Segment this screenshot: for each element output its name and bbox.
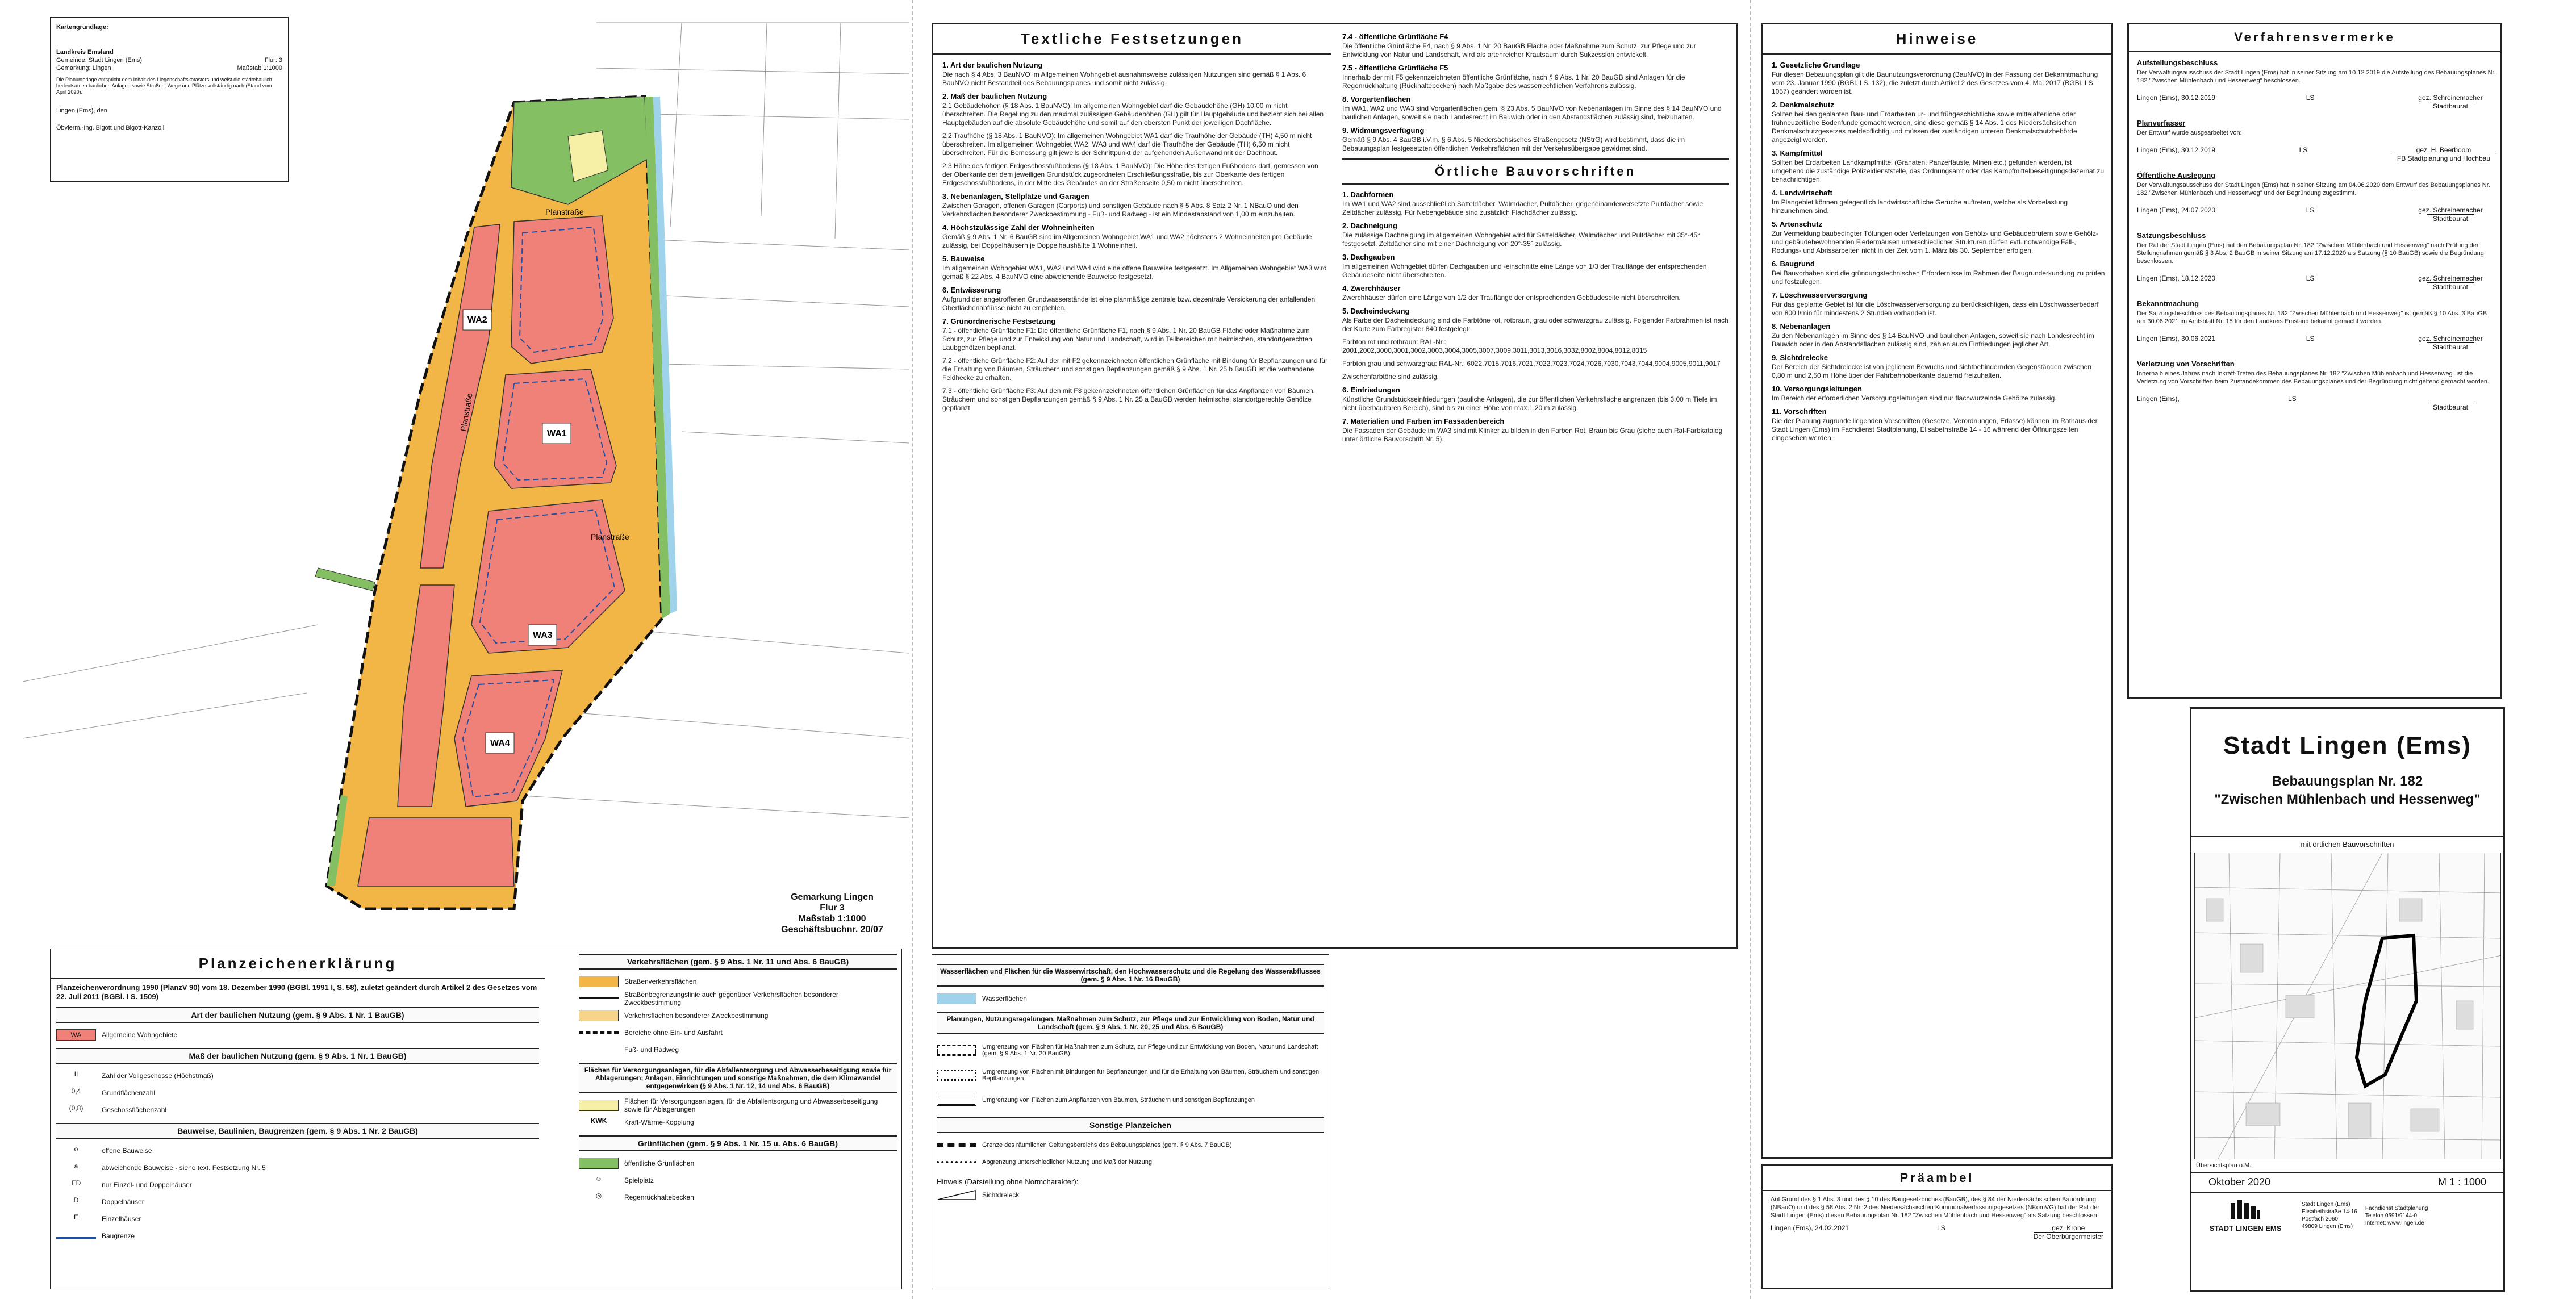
legend-row (579, 1041, 897, 1058)
praeambel-ls: LS (1937, 1224, 1945, 1232)
text-section-body: Die zulässige Dachneigung im allgemeinen Wohngebiet wird für Satteldächer, Walmdächer und Pultdächer mit 35°-45° festgesetzt. Zeltdächer sind mit einer Dachneigung von 20°-35° zulässig. (1342, 231, 1700, 248)
verfahren-ls: LS (2306, 274, 2315, 282)
text-section (942, 132, 1329, 157)
legend-symbol: (0,8) (69, 1104, 83, 1112)
map-massstab: Maßstab 1:1000 (798, 914, 866, 924)
text-section (1772, 322, 2106, 349)
massstab: Maßstab 1:1000 (237, 65, 282, 72)
text-section-body: Der Bereich der Sichtdreiecke ist von jeglichem Bewuchs und sichtbehindernden Gegenständen zwischen 0,80 m und 2,50 m Höhe über der Fahrbahnoberkante dauernd freizuhalten. (1772, 363, 2091, 379)
verfahren-body: Innerhalb eines Jahres nach Inkraft-Treten des Bebauungsplanes Nr. 182 "Zwischen Mühlenbach und Hessenweg" ist die Verletzung von Vorschriften beim Zustandekommen des Bebauungsplanes und der Begründung nicht geltend gemacht worden. (2137, 370, 2490, 385)
text-section (1342, 253, 1729, 279)
title-block (2190, 707, 2505, 1292)
text-section-body: Im allgemeinen Wohngebiet WA1, WA2 und WA4 wird eine offene Bauweise festgesetzt. Im Allgemeinen Wohngebiet WA3 wird gemäß § 22 Abs. 4 BauNVO eine abweichende Bauweise festgesetzt. (942, 264, 1327, 281)
legend-section-bauweise: Bauweise, Baulinien, Baugrenzen (gem. § 9 Abs. 1 Nr. 2 BauGB) (56, 1123, 539, 1139)
legend-label: Kraft-Wärme-Kopplung (624, 1118, 694, 1126)
text-section-heading: 5. Artenschutz (1772, 220, 1823, 228)
legend-row (579, 1007, 897, 1024)
text-section-body: Im WA1, WA2 und WA3 sind Vorgartenflächen gem. § 23 Abs. 5 BauNVO von Nebenanlagen im Sinne des § 14 BauNVO und baulichen Anlagen, soweit sie nach Landesrecht im Bauwich oder in den Abstandsflächen zulässig sind, freizuhalten. (1342, 105, 1722, 121)
text-section (1342, 126, 1729, 153)
text-section (1772, 385, 2106, 403)
legend-label: Umgrenzung von Flächen für Maßnahmen zum Schutz, zur Pflege und zur Entwicklung von Boden, Natur und Landschaft (gem. § 9 Abs. 1 Nr. 20 BauGB) (982, 1043, 1318, 1057)
legend-section-sonstige: Sonstige Planzeichen (937, 1117, 1324, 1133)
verfahren-sig: gez. Schreinemacher (2418, 206, 2483, 214)
map-sheet (0, 0, 909, 1299)
text-section-heading: 8. Nebenanlagen (1772, 322, 1831, 331)
verfahren-heading: Verletzung von Vorschriften (2137, 360, 2235, 368)
verfahren-body: Der Rat der Stadt Lingen (Ems) hat den Bebauungsplan Nr. 182 "Zwischen Mühlenbach und Hessenweg" nach Prüfung der Stellungnahmen gemäß § 3 Abs. 2 BauGB in seiner Sitzung am 17.12.2020 als Satzung (§ 10 BauGB) sowie die Begründung beschlossen. (2137, 242, 2484, 265)
text-section-body: Zwischen Garagen, offenen Garagen (Carports) und sonstigen Gebäude nach § 5 Abs. 8 Satz 2 Nr. 1 NBauO und den Verkehrsflächen besonderer Zweckbestimmung - Fuß- und Radweg - ist ein Mindestabstand von 1,00 m einzuhalten. (942, 202, 1299, 218)
text-section (1772, 189, 2106, 215)
verfahren-title: Verfahrensvermerke (2129, 24, 2500, 52)
legend-label: Sichtdreieck (982, 1191, 1020, 1199)
text-section (1772, 61, 2106, 96)
gemarkung: Gemarkung: Lingen (56, 65, 111, 72)
text-section-heading: 6. Entwässerung (942, 286, 1001, 294)
wa2-label: WA2 (467, 315, 487, 325)
verfahren-date: Lingen (Ems), 30.12.2019 (2137, 146, 2216, 154)
text-section (942, 254, 1329, 281)
text-section-heading: 7. Löschwasserversorgung (1772, 291, 1868, 299)
contact-line: Internet: www.lingen.de (2365, 1219, 2424, 1226)
textliche-title: Textliche Festsetzungen (933, 24, 1331, 55)
verfahren-date: Lingen (Ems), (2137, 395, 2180, 403)
text-section-body: Gemäß § 9 Abs. 1 Nr. 6 BauGB sind im Allgemeinen Wohngebiet WA1 und WA2 höchstens 2 Wohneinheiten pro Gebäude zulässig, bei Doppelhäusern je Doppelhaushälfte 1 Wohneinheit. (942, 233, 1312, 249)
text-section (1342, 417, 1729, 444)
verfahren-list (2137, 59, 2496, 695)
legend-row (579, 1024, 897, 1041)
legend-symbol-wa: WA (56, 1029, 96, 1041)
contact-line: Telefon 0591/9144-0 (2365, 1212, 2418, 1219)
plan-number: Bebauungsplan Nr. 182 (2272, 774, 2423, 789)
text-section (1342, 373, 1729, 381)
planzeichen-title: Planzeichenerklärung (51, 949, 545, 979)
text-section (1772, 149, 2106, 184)
verfahren-heading: Satzungsbeschluss (2137, 231, 2206, 240)
legend-symbol: a (74, 1162, 78, 1170)
verfahren-ls: LS (2306, 335, 2315, 342)
legend-row (56, 1084, 539, 1101)
legend-row (579, 990, 897, 1007)
text-section-body: Im allgemeinen Wohngebiet dürfen Dachgauben und -einschnitte eine Länge von 1/3 der Trauflänge der entsprechenden Gebäudeseite nicht überschreiten. (1342, 262, 1707, 279)
legend-label: Straßenverkehrsflächen (624, 978, 697, 985)
signature-office: Öbvierm.-Ing. Bigott und Bigott-Kanzoll (56, 124, 165, 131)
legend-label: Wasserflächen (982, 995, 1027, 1003)
text-section-body: Im Plangebiet können gelegentlich landwirtschaftliche Gerüche auftreten, welche als Vorbelastung hinzunehmen sind. (1772, 198, 2068, 215)
text-section-heading: 7.4 - öffentliche Grünfläche F4 (1342, 32, 1448, 41)
legend-label: Einzelhäuser (102, 1215, 141, 1223)
text-section-body: Die Fassaden der Gebäude im WA3 sind mit Klinker zu bilden in den Farben Rot, Braun bis Grau (siehe auch Ral-Farbkatalog unter örtliche Bauvorschrift Nr. 5). (1342, 427, 1723, 443)
logo-text: STADT LINGEN EMS (2209, 1224, 2282, 1233)
legend-row (579, 1172, 897, 1189)
legend-lower (932, 954, 1329, 1289)
verfahren-entry (2137, 119, 2496, 163)
text-section (1342, 95, 1729, 122)
legend-symbol: D (73, 1196, 79, 1204)
verfahren-entry (2137, 171, 2496, 223)
legend-row (56, 1101, 539, 1118)
text-section-body: 2.2 Traufhöhe (§ 18 Abs. 1 BauNVO): Im allgemeinen Wohngebiet WA1 darf die Traufhöhe der Gebäude (TH) 4,50 m nicht überschreiten. Im allgemeinen Wohngebiet WA2, WA3 und WA4 darf die Traufhöhe der Gebäude (TH) 6,50 m nicht überschreiten. Für die Bemessung gilt jeweils der Schnittpunkt der aufgehenden Außenwand mit der Dachhaut. (942, 132, 1312, 157)
text-section (942, 317, 1329, 352)
text-section-body: Farbton grau und schwarzgrau: RAL-Nr.: 6022,7015,7016,7021,7022,7023,7024,7026,7030,7043,7044,9004,9005,9011,9017 (1342, 360, 1721, 367)
legend-label: Fuß- und Radweg (624, 1046, 679, 1054)
legend-row (56, 1159, 539, 1176)
planzeichen-intro: Planzeichenverordnung 1990 (PlanzV 90) vom 18. Dezember 1990 (BGBl. 1991 I, S. 58), zuletzt geändert durch Artikel 2 des Gesetzes vom 22. Juli 2011 (BGBl. I S. 1509) (56, 983, 537, 1001)
text-section (1342, 64, 1729, 90)
text-section-body: Innerhalb der mit F5 gekennzeichneten öffentliche Grünfläche, nach § 9 Abs. 1 Nr. 20 BauGB sind Anlagen für die Regenrückhaltung (Rückhaltebecken) nach Maßgabe des wasserrechtlichen Verfahrens zulässig. (1342, 73, 1685, 90)
legend-row (56, 1142, 539, 1159)
kartengrundlage-label: Kartengrundlage: (56, 24, 108, 31)
text-section-heading: 2. Dachneigung (1342, 222, 1397, 230)
verfahren-role: Stadtbaurat (2427, 403, 2474, 411)
text-section-heading: 6. Einfriedungen (1342, 386, 1400, 394)
verfahren-heading: Öffentliche Auslegung (2137, 171, 2216, 179)
legend-row (56, 1193, 539, 1210)
street-label-2: Planstraße (458, 392, 474, 432)
verfahren-date: Lingen (Ems), 30.12.2019 (2137, 94, 2216, 102)
verfahren-heading: Planverfasser (2137, 119, 2186, 127)
legend-label: abweichende Bauweise - siehe text. Festsetzung Nr. 5 (102, 1164, 266, 1172)
text-section-heading: 4. Landwirtschaft (1772, 189, 1832, 197)
verfahren-ls: LS (2299, 146, 2308, 154)
text-section (1772, 291, 2106, 318)
verfahren-sig: gez. Schreinemacher (2418, 94, 2483, 102)
text-section-body: 7.2 - öffentliche Grünfläche F2: Auf der mit F2 gekennzeichneten öffentlichen Grünfläche mit Bindung für Bepflanzungen und für die Erhaltung von Bäumen, Sträuchern und sonstigen Bepflanzungen gemäß § 9 Abs. 1 Nr. 25 b BauGB ist die vorhandene Feldhecke zu erhalten. (942, 357, 1327, 382)
wa1-label: WA1 (547, 429, 567, 438)
text-section-heading: 6. Baugrund (1772, 260, 1815, 268)
sheet-divider (1750, 0, 1751, 1299)
text-section (1342, 307, 1729, 333)
plan-date: Oktober 2020 (2208, 1176, 2271, 1188)
legend-row (937, 1063, 1324, 1088)
text-section-body: Als Farbe der Dacheindeckung sind die Farbtöne rot, rotbraun, grau oder schwarzgrau zulässig. Folgender Farbrahmen ist nach der Karte zum Farbregister 840 festgelegt: (1342, 316, 1729, 333)
text-section (942, 357, 1329, 382)
text-section-heading: 1. Dachformen (1342, 190, 1394, 199)
legend-label: Straßenbegrenzungslinie auch gegenüber Verkehrsflächen besonderer Zweckbestimmung (624, 991, 838, 1006)
legend-label: offene Bauweise (102, 1147, 152, 1155)
verfahren-entry (2137, 231, 2496, 291)
text-section (1772, 407, 2106, 442)
legend-label: Umgrenzung von Flächen mit Bindungen für Bepflanzungen und für die Erhaltung von Bäumen, Sträuchern und sonstigen Bepflanzungen (982, 1068, 1320, 1082)
contact-line: Fachdienst Stadtplanung (2365, 1205, 2428, 1212)
city-logo-icon (2228, 1198, 2262, 1221)
flur: Flur: 3 (264, 57, 282, 64)
legend-row (579, 1097, 897, 1114)
text-section-heading: 5. Dacheindeckung (1342, 307, 1410, 315)
text-section-body: Künstliche Grundstückseinfriedungen (bauliche Anlagen), die zur öffentlichen Verkehrsfläche angrenzen (bis 3,00 m Tiefe im nicht überbaubaren Bereich), sind bis zu einer Höhe von max.1,20 m zulässig. (1342, 395, 1717, 412)
text-section (1342, 284, 1729, 302)
praeambel-sig-name: gez. Krone (2052, 1224, 2085, 1232)
text-section-body: 2.3 Höhe des fertigen Erdgeschossfußbodens (§ 18 Abs. 1 BauNVO): Die Höhe des fertigen Fußbodens darf, gemessen von der Oberkante der dem jeweiligen Grundstück zugeordneten Erschließungsstraße, bis zur Oberkante des fertigen Erdgeschossfußbodens, in der Mitte des Gebäudes an der Straßenseite 0,50 m nicht überschreiten. (942, 162, 1318, 187)
verfahren-body: Der Verwaltungsausschuss der Stadt Lingen (Ems) hat in seiner Sitzung am 10.12.2019 die Aufstellung des Bebauungsplanes Nr. 182 "Zwischen Mühlenbach und Hessenweg" beschlossen. (2137, 69, 2496, 84)
address-line: Stadt Lingen (Ems) (2302, 1201, 2350, 1208)
legend-symbol: 0,4 (71, 1087, 81, 1095)
legend-label: Grenze des räumlichen Geltungsbereichs des Bebauungsplanes (gem. § 9 Abs. 7 BauGB) (982, 1142, 1232, 1148)
verfahren-entry (2137, 299, 2496, 352)
verfahren-body: Der Entwurf wurde ausgearbeitet von: (2137, 130, 2242, 136)
plan-map (0, 0, 909, 932)
legend-label: nur Einzel- und Doppelhäuser (102, 1181, 192, 1189)
verfahren-role: Stadtbaurat (2427, 214, 2474, 223)
street-label-3: Planstraße (591, 532, 629, 541)
hinweise-title: Hinweise (1763, 24, 2111, 55)
text-section (1342, 360, 1729, 368)
map-flur: Flur 3 (820, 903, 845, 913)
legend-section-verkehr: Verkehrsflächen (gem. § 9 Abs. 1 Nr. 11 und Abs. 6 BauGB) (579, 954, 897, 970)
verfahren-sig: gez. H. Beerboom (2416, 146, 2471, 154)
legend-label: Geschossflächenzahl (102, 1106, 167, 1114)
verfahren-date: Lingen (Ems), 24.07.2020 (2137, 206, 2216, 214)
praeambel-text: Auf Grund des § 1 Abs. 3 und des § 10 des Baugesetzbuches (BauGB), des § 84 der Niedersächsischen Bauordnung (NBauO) und des § 58 Abs. 2 Nr. 2 des Niedersächsischen Kommunalverfassungsgesetzes (NKomVG) hat der Rat der Stadt Lingen (Ems) diesen Bebauungsplan Nr. 182 "Zwischen Mühlenbach und Hessenweg" als Satzung beschlossen. (1771, 1196, 2100, 1219)
verfahren-ls: LS (2288, 395, 2297, 403)
text-section (942, 92, 1329, 127)
gemeinde: Gemeinde: Stadt Lingen (Ems) (56, 57, 143, 64)
legend-row (56, 1176, 539, 1193)
text-section-body: Für diesen Bebauungsplan gilt die Baunutzungsverordnung (BauNVO) in der Fassung der Bekanntmachung vom 23. Januar 1990 (BGBl. I S. 132), die zuletzt durch Artikel 2 des Gesetzes vom 4. Mai 2017 (BGBl. I S. 1057) geändert worden ist. (1772, 70, 2098, 95)
text-section-heading: 1. Gesetzliche Grundlage (1772, 61, 1860, 69)
textliche-col-1 (942, 61, 1329, 941)
legend-row (937, 1038, 1324, 1063)
text-section (1342, 338, 1729, 355)
legend-symbol: II (74, 1070, 78, 1078)
text-section (1342, 222, 1729, 248)
text-section (1342, 32, 1729, 59)
legend-label: Zahl der Vollgeschosse (Höchstmaß) (102, 1072, 214, 1080)
text-section (1772, 101, 2106, 144)
verfahren-date: Lingen (Ems), 30.06.2021 (2137, 335, 2216, 342)
legend-label: Allgemeine Wohngebiete (102, 1031, 178, 1039)
city-title: Stadt Lingen (Ems) (2223, 732, 2471, 759)
verfahren-sig: gez. Schreinemacher (2418, 335, 2483, 342)
text-section-heading: 4. Höchstzulässige Zahl der Wohneinheiten (942, 223, 1095, 232)
legend-section-gruen: Grünflächen (gem. § 9 Abs. 1 Nr. 15 u. Abs. 6 BauGB) (579, 1135, 897, 1151)
text-section (1342, 386, 1729, 412)
verfahren-role: Stadtbaurat (2427, 342, 2474, 351)
hinweise-box (1761, 23, 2113, 1159)
text-section-heading: 7.5 - öffentliche Grünfläche F5 (1342, 64, 1448, 72)
legend-row (56, 1210, 539, 1227)
text-section (942, 192, 1329, 219)
verfahren-heading: Aufstellungsbeschluss (2137, 59, 2218, 67)
legend-row-wa (56, 1026, 539, 1043)
legend-section-art: Art der baulichen Nutzung (gem. § 9 Abs. 1 Nr. 1 BauGB) (56, 1007, 539, 1023)
text-section (942, 162, 1329, 187)
text-section-body: Sollten bei Erdarbeiten Landkampfmittel (Granaten, Panzerfäuste, Minen etc.) gefunden werden, ist umgehend die zuständige Polizeidienststelle, das Ordnungsamt oder das Kampfmittelbeseitigungsdezernat zu benachrichtigen. (1772, 158, 2105, 183)
text-section (942, 223, 1329, 250)
oertliche-title: Örtliche Bauvorschriften (1342, 158, 1729, 185)
text-section-heading: 8. Vorgartenflächen (1342, 95, 1411, 103)
text-section (942, 286, 1329, 312)
verfahren-ls: LS (2306, 94, 2315, 102)
verfahren-role: Stadtbaurat (2427, 282, 2474, 291)
legend-row (937, 1187, 1324, 1204)
plan-name: "Zwischen Mühlenbach und Hessenweg" (2214, 792, 2481, 807)
text-section-body: Zwerchhäuser dürfen eine Länge von 1/2 der Trauflänge der entsprechenden Gebäudeseite nicht überschreiten. (1342, 294, 1681, 302)
verfahren-body: Der Verwaltungsausschuss der Stadt Lingen (Ems) hat in seiner Sitzung am 04.06.2020 dem Entwurf des Bebauungsplanes Nr. 182 "Zwischen Mühlenbach und Hessenweg" und der Begründung zugestimmt. (2137, 182, 2490, 197)
legend-row (937, 1088, 1324, 1113)
text-section-body: 7.3 - öffentliche Grünfläche F3: Auf den mit F3 gekennzeichneten öffentlichen Grünflächen für das Anpflanzen von Bäumen, Sträuchern und sonstigen Bepflanzungen gemäß § 9 Abs. 1 Nr. 25 a BauGB werden heimische, standortgerechte Gehölze gepflanzt. (942, 387, 1315, 412)
text-section-heading: 4. Zwerchhäuser (1342, 284, 1401, 293)
text-section-body: Im Bereich der erforderlichen Versorgungsleitungen sind nur flachwurzelnde Gehölze zulässig. (1772, 394, 2057, 402)
verfahren-heading: Bekanntmachung (2137, 299, 2199, 308)
text-section-heading: 3. Dachgauben (1342, 253, 1395, 261)
legend-row (579, 973, 897, 990)
landkreis: Landkreis Emsland (56, 49, 114, 56)
text-section-body: Sollten bei den geplanten Bau- und Erdarbeiten ur- und frühgeschichtliche sowie mittelalterliche oder frühneuzeitliche Bodenfunde gemacht werden, sind diese gemäß § 14 Abs. 1 des Niedersächsischen Denkmalschutzgesetzes meldepflichtig und müssen der zuständigen unteren Denkmalschutzbehörde angezeigt werden. (1772, 110, 2077, 144)
legend-section-versorgung: Flächen für Versorgungsanlagen, für die Abfallentsorgung und Abwasserbeseitigung sowie für Ablagerungen; Anlagen, Einrichtungen und sonstige Maßnahmen, die dem Klimawandel entgegenwirken (§ 9 Abs. 1 Nr. 12, 14 und Abs. 6 BauGB) (579, 1063, 897, 1093)
hinweise-list (1772, 61, 2106, 1151)
plan-scale: M 1 : 1000 (2437, 1176, 2486, 1188)
legend-label: Doppelhäuser (102, 1198, 144, 1206)
text-section-body: Im WA1 und WA2 sind ausschließlich Satteldächer, Walmdächer, Pultdächer, gegeneinanderversetzte Pultdächer sowie Zeltdächer zulässig. Für Nebengebäude sind zusätzlich Flachdächer zulässig. (1342, 200, 1703, 216)
praeambel-box (1761, 1164, 2113, 1289)
text-section-heading: 5. Bauweise (942, 254, 985, 263)
text-section (1772, 220, 2106, 255)
signature-place: Lingen (Ems), den (56, 107, 107, 114)
text-section-body: 2.1 Gebäudehöhen (§ 18 Abs. 1 BauNVO): Im allgemeinen Wohngebiet darf die Gebäudehöhe (GH) 10,00 m nicht überschreiten. Die Regelung zu den maximal zulässigen Gebäudehöhen (GH) gilt für Hauptgebäude und bezieht sich bei allen Hauptgebäuden auf die absolute Gebäudehöhe und somit auf den obersten Punkt der jeweiligen Dachfläche. (942, 102, 1324, 127)
verfahren-role: Stadtbaurat (2427, 102, 2474, 110)
verfahren-entry (2137, 360, 2496, 412)
text-section-heading: 10. Versorgungsleitungen (1772, 385, 1862, 393)
plan-subtitle: mit örtlichen Bauvorschriften (2301, 840, 2394, 849)
text-section-heading: 9. Sichtdreiecke (1772, 353, 1828, 362)
verfahren-sig: gez. Schreinemacher (2418, 274, 2483, 282)
verfahren-box (2127, 23, 2502, 699)
text-section-body: Zur Vermeidung baubedingter Tötungen oder Verletzungen von Gehölz- und Gebäudebrütern sowie Gehölz- und gebäudebewohnenden Fledermäusen unterschiedlicher Strukturen dürfen evtl. notwendige Fäll-, Rodungs- und Abrissarbeiten nicht in der Zeit vom 1. März bis 30. September erfolgen. (1772, 229, 2098, 254)
text-section (1772, 260, 2106, 286)
legend-row (56, 1227, 539, 1244)
text-section-heading: 7. Materialien und Farben im Fassadenbereich (1342, 417, 1505, 425)
address-line: Postfach 2060 (2302, 1216, 2338, 1222)
overview-label: Übersichtsplan o.M. (2196, 1162, 2252, 1169)
text-section-body: Die öffentliche Grünfläche F4, nach § 9 Abs. 1 Nr. 20 BauGB Fläche oder Maßnahme zum Schutz, zur Pflege und zur Entwicklung von Natur und Landschaft, wird als artenreicher Krautsaum durch Sukzession entwickelt. (1342, 42, 1696, 59)
verfahren-entry (2137, 59, 2496, 111)
legend-row (579, 1155, 897, 1172)
wa4-label: WA4 (490, 738, 510, 748)
legend-row (937, 990, 1324, 1007)
text-section-heading: 3. Nebenanlagen, Stellplätze und Garagen (942, 192, 1089, 201)
text-section (942, 387, 1329, 412)
verfahren-date: Lingen (Ems), 18.12.2020 (2137, 274, 2216, 282)
legend-label: öffentliche Grünflächen (624, 1159, 695, 1167)
text-section-body: Zwischenfarbtöne sind zulässig. (1342, 373, 1439, 381)
legend-symbol: ED (71, 1179, 81, 1187)
legend-label: Umgrenzung von Flächen zum Anpflanzen von Bäumen, Sträuchern und sonstigen Bepflanzungen (982, 1097, 1255, 1104)
legend-section-mass: Maß der baulichen Nutzung (gem. § 9 Abs. 1 Nr. 1 BauGB) (56, 1048, 539, 1064)
planzeichen-legend (50, 949, 902, 1289)
text-section (1772, 353, 2106, 380)
legend-row (579, 1189, 897, 1206)
text-section-heading: 11. Vorschriften (1772, 407, 1827, 416)
text-section-body: Für das geplante Gebiet ist für die Löschwasserversorgung zu berücksichtigen, dass ein Löschwasserbedarf von 800 l/min für mindestens 2 Stunden vorhanden ist. (1772, 300, 2099, 317)
legend-row (56, 1067, 539, 1084)
address-line: Elisabethstraße 14-16 (2302, 1209, 2357, 1215)
legend-label: Grundflächenzahl (102, 1089, 156, 1097)
text-section-heading: 1. Art der baulichen Nutzung (942, 61, 1043, 69)
text-section-body: Bei Bauvorhaben sind die gründungstechnischen Erfordernisse im Rahmen der Baugrunderkundung zu prüfen und festzulegen. (1772, 269, 2105, 286)
hinweis-label: Hinweis (Darstellung ohne Normcharakter): (937, 1177, 1079, 1186)
legend-row (937, 1137, 1324, 1154)
text-section (1342, 190, 1729, 217)
legend-row: KWK Kraft-Wärme-Kopplung (590, 1117, 694, 1126)
text-section-heading: 2. Denkmalschutz (1772, 101, 1834, 109)
verfahren-body: Der Satzungsbeschluss des Bebauungsplanes Nr. 182 "Zwischen Mühlenbach und Hessenweg" ist gemäß § 10 Abs. 3 BauGB am 30.06.2021 im Amtsblatt Nr. 15 für den Landkreis Emsland bekannt gemacht worden. (2137, 310, 2487, 325)
legend-label: Verkehrsflächen besonderer Zweckbestimmung (624, 1012, 769, 1020)
legend-label: Baugrenze (102, 1232, 135, 1240)
legend-label: Bereiche ohne Ein- und Ausfahrt (624, 1029, 723, 1037)
verfahren-ls: LS (2306, 206, 2315, 214)
legend-symbol-baugrenze (56, 1233, 96, 1239)
legend-label: Abgrenzung unterschiedlicher Nutzung und Maß der Nutzung (982, 1159, 1153, 1166)
textliche-festsetzungen (932, 23, 1738, 949)
legend-section-wasser: Wasserflächen und Flächen für die Wasserwirtschaft, den Hochwasserschutz und die Regelung des Wasserabflusses (gem. § 9 Abs. 1 Nr. 16 BauGB) (937, 964, 1324, 987)
legend-label: Spielplatz (624, 1176, 654, 1184)
textliche-col-2 (1342, 32, 1729, 941)
overview-map (2194, 853, 2501, 1159)
map-gemarkung-block (761, 892, 903, 935)
kartengrundlage-note: Die Planunterlage entspricht dem Inhalt des Liegenschaftskatasters und weist die städtebaulich bedeutsamen baulichen Anlagen sowie Straßen, Wege und Plätze vollständig nach (Stand vom April 2020). (56, 77, 272, 95)
text-section-heading: 2. Maß der baulichen Nutzung (942, 92, 1047, 101)
text-section-body: Farbton rot und rotbraun: RAL-Nr.: 2001,2002,3000,3001,3002,3003,3004,3005,3007,3009,3011,3013,3016,3032,8002,8004,8012,8015 (1342, 338, 1647, 354)
address-line: 49809 Lingen (Ems) (2302, 1223, 2353, 1230)
map-gemarkung: Gemarkung Lingen (791, 892, 874, 902)
text-section-body: Die der Planung zugrunde liegenden Vorschriften (Gesetze, Verordnungen, Erlasse) können im Rathaus der Stadt Lingen (Ems) im Fachdienst Stadtplanung, Elisabethstraße 14 - 16 während der Öffnungszeiten eingesehen werden. (1772, 417, 2098, 442)
legend-symbol: E (73, 1213, 78, 1221)
text-section (942, 61, 1329, 87)
text-section-body: 7.1 - öffentliche Grünfläche F1: Die öffentliche Grünfläche F1, nach § 9 Abs. 1 Nr. 20 BauGB Fläche oder Maßnahme zum Schutz, zur Pflege und zur Entwicklung von Natur und Landschaft, wird in Teilbereichen mit heimischen, standortgerechten Laubgehölzen bepflanzt. (942, 327, 1312, 352)
text-section-heading: 3. Kampfmittel (1772, 149, 1823, 157)
basin-icon: ◎ (595, 1192, 602, 1200)
playground-icon: ☺ (595, 1175, 603, 1183)
text-section-body: Zu den Nebenanlagen im Sinne des § 14 BauNVO und baulichen Anlagen, soweit sie nach Landesrecht im Bauwich oder in den Abstandsflächen zulässig sind, zählen auch Einfriedungen jeglicher Art. (1772, 332, 2094, 348)
wa3-label: WA3 (533, 630, 553, 640)
text-section-heading: 7. Grünordnerische Festsetzung (942, 317, 1056, 325)
street-label-1: Planstraße (545, 207, 584, 216)
legend-label: Flächen für Versorgungsanlagen, für die Abfallentsorgung und Abwasserbeseitigung sowie für Ablagerungen (624, 1097, 878, 1113)
map-geschaeftsbuchnr: Geschäftsbuchnr. 20/07 (781, 925, 883, 934)
text-section-body: Gemäß § 9 Abs. 4 BauGB i.V.m. § 6 Abs. 5 Niedersächsisches Straßengesetz (NStrG) wird bestimmt, dass die im Bebauungsplan festgesetzten öffentlichen Verkehrsflächen mit der Verkehrsübergabe gewidmet sind. (1342, 136, 1685, 152)
sight-triangle-icon (937, 1189, 976, 1201)
praeambel-place-date: Lingen (Ems), 24.02.2021 (1771, 1224, 1849, 1232)
sheet-divider (912, 0, 913, 1299)
text-section-heading: 9. Widmungsverfügung (1342, 126, 1425, 135)
legend-section-planung: Planungen, Nutzungsregelungen, Maßnahmen zum Schutz, zur Pflege und zur Entwicklung von Boden, Natur und Landschaft (gem. § 9 Abs. 1 Nr. 20, 25 und Abs. 6 BauGB) (937, 1012, 1324, 1034)
legend-label: Regenrückhaltebecken (624, 1193, 694, 1201)
text-section-body: Aufgrund der angetroffenen Grundwasserstände ist eine planmäßige zentrale bzw. dezentrale Versickerung der anfallenden Oberflächenabflüsse nicht zu empfehlen. (942, 295, 1316, 312)
praeambel-sig-role: Der Oberbürgermeister (2033, 1233, 2103, 1240)
legend-symbol: o (74, 1145, 78, 1153)
text-section-body: Die nach § 4 Abs. 3 BauNVO im Allgemeinen Wohngebiet ausnahmsweise zulässigen Nutzungen sind gemäß § 1 Abs. 6 BauNVO nicht Bestandteil des Bebauungsplanes und somit nicht zulässig. (942, 70, 1306, 87)
verfahren-role: FB Stadtplanung und Hochbau (2391, 154, 2496, 162)
legend-row (937, 1154, 1324, 1171)
praeambel-title: Präambel (1763, 1166, 2111, 1191)
